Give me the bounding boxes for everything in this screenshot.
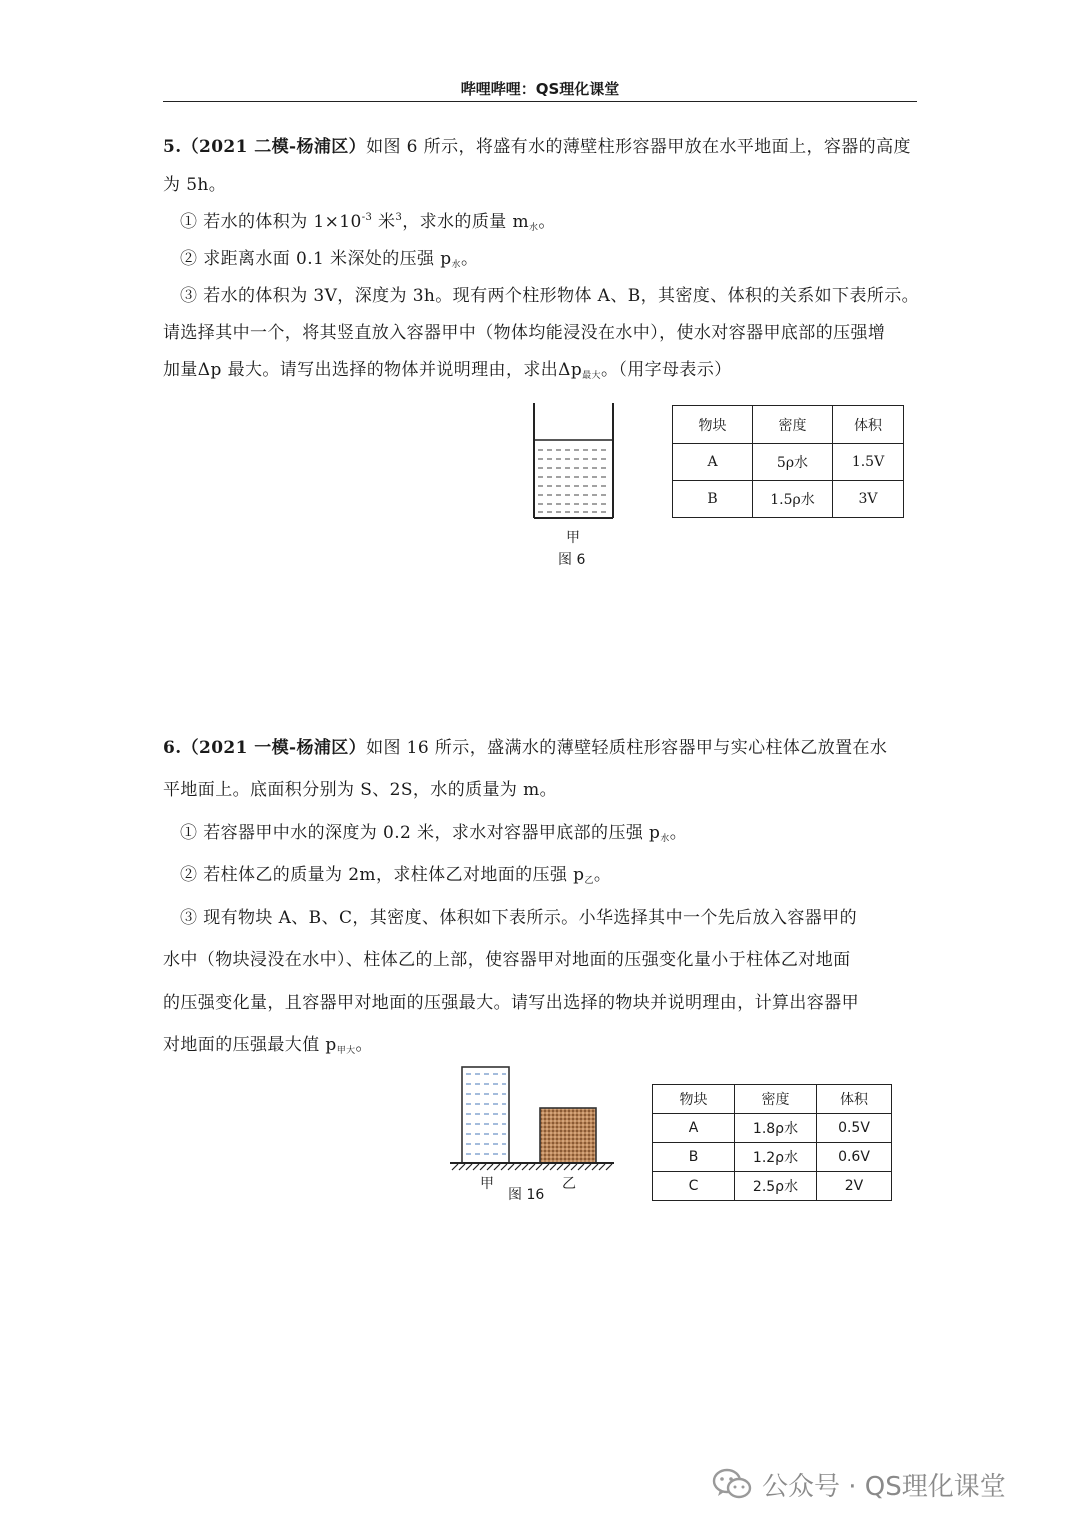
fig6-container-diagram [525,398,625,523]
cell: B [653,1143,735,1172]
wechat-icon [712,1467,752,1501]
q6-part3-line3: 的压强变化量，且容器甲对地面的压强最大。请写出选择的物块并说明理由，计算出容器甲 [163,993,859,1013]
q5-line1 [163,132,911,157]
table-row [673,444,904,481]
q6-part3-line1: ③ 现有物块 A、B、C，其密度、体积如下表所示。小华选择其中一个先后放入容器甲的 [180,908,857,928]
q6-text1: 如图 16 所示，盛满水的薄壁轻质柱形容器甲与实心柱体乙放置在水 [366,738,888,758]
q6-table [652,1084,892,1201]
q5-source: （2021 二模-杨浦区） [181,137,367,157]
q6-source: （2021 一模-杨浦区） [181,738,367,758]
table-row [653,1114,892,1143]
q6-part3-line2: 水中（物块浸没在水中）、柱体乙的上部，使容器甲对地面的压强变化量小于柱体乙对地面 [163,950,851,970]
page-header: 哔哩哔哩：QS理化课堂 [460,80,620,98]
q6-part3-line4: 对地面的压强最大值 $p_{甲大}$。 [163,1035,373,1056]
q6-th-density: 密度 [735,1085,817,1114]
container-jia [462,1067,509,1163]
cell: 0.5V [817,1114,892,1143]
cell: 0.6V [817,1143,892,1172]
cylinder-yi [540,1108,596,1163]
fig16-label-jia: 甲 [480,1176,494,1192]
cell: 1.8ρ水 [735,1114,817,1143]
q6-part2: ② 若柱体乙的质量为 2m，求柱体乙对地面的压强 $p_乙$。 [180,865,612,886]
cell: A [653,1114,735,1143]
q5-line2: 为 5h。 [163,175,227,195]
q6-th-volume: 体积 [817,1085,892,1114]
q6-part1: ① 若容器甲中水的深度为 0.2 米，求水对容器甲底部的压强 $p_水$。 [180,823,688,844]
cell: 2.5ρ水 [735,1172,817,1201]
q5-part2: ② 求距离水面 0.1 米深处的压强 $p_水$。 [180,249,479,270]
table-row [673,481,904,518]
q6-line1 [163,733,887,758]
cell: B [673,481,753,518]
cell: 1.2ρ水 [735,1143,817,1172]
q5-text1: 如图 6 所示，将盛有水的薄壁柱形容器甲放在水平地面上，容器的高度 [366,137,911,157]
q6-th-block: 物块 [653,1085,735,1114]
cell: 1.5V [833,444,904,481]
q5-part3-line3: 加量Δp 最大。请写出选择的物体并说明理由，求出$\Delta p_{最大}$。（用字母表示） [163,360,732,381]
q5-th-density: 密度 [753,406,833,444]
cell: A [673,444,753,481]
q6-line2: 平地面上。底面积分别为 S、2S，水的质量为 m。 [163,780,558,800]
q5-number: 5. [163,137,182,157]
header-rule [163,101,917,102]
q5-table-header-row [673,406,904,444]
table-row [653,1143,892,1172]
cell: C [653,1172,735,1201]
q5-part1: ① 若水的体积为 $1\times 10^{-3}$ 米$^3$，求水的质量 $m_水$。 [180,212,556,233]
fig6-label-jia: 甲 [566,530,580,546]
q5-part3-line1: ③ 若水的体积为 3V，深度为 3h。现有两个柱形物体 A、B，其密度、体积的关系如下表所示。 [180,286,920,306]
q5-part3-line2: 请选择其中一个，将其竖直放入容器甲中（物体均能浸没在水中），使水对容器甲底部的压强增 [163,323,886,343]
fig6-caption: 图 6 [558,552,586,568]
fig16-label-yi: 乙 [562,1176,576,1192]
footer-text: 公众号 · QS理化课堂 [762,1471,1006,1502]
table-row [653,1172,892,1201]
q5-th-block: 物块 [673,406,753,444]
fig16-diagram [448,1062,618,1177]
footer-watermark [712,1464,1006,1504]
cell: 5ρ水 [753,444,833,481]
cell: 3V [833,481,904,518]
q5-table [672,405,904,518]
q5-th-volume: 体积 [833,406,904,444]
q6-number: 6. [163,738,182,758]
cell: 2V [817,1172,892,1201]
fig16-caption: 图 16 [508,1187,545,1203]
cell: 1.5ρ水 [753,481,833,518]
q6-table-header-row [653,1085,892,1114]
